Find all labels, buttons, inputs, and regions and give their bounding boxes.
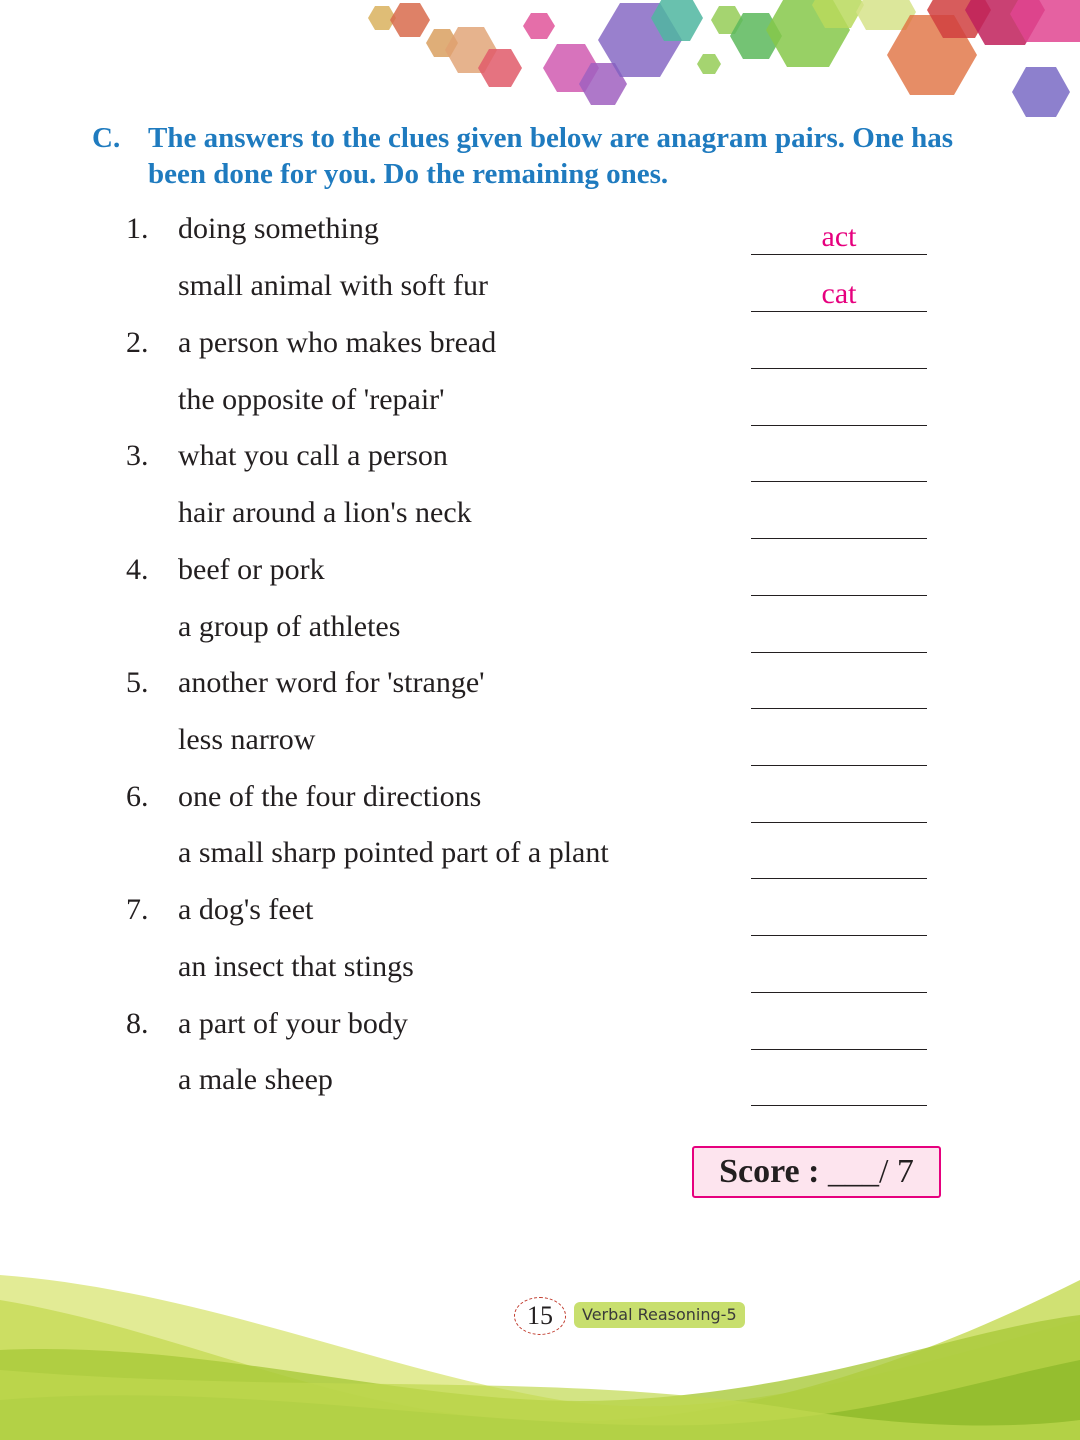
answer-field[interactable] bbox=[751, 1073, 927, 1106]
item-clue: a small sharp pointed part of a plant bbox=[178, 836, 609, 869]
section-heading bbox=[92, 120, 1002, 192]
item-clue: the opposite of 'repair' bbox=[178, 383, 445, 416]
list-item bbox=[0, 496, 1080, 546]
list-item bbox=[0, 269, 1080, 319]
list-item bbox=[0, 212, 1080, 262]
item-clue: a male sheep bbox=[178, 1063, 333, 1096]
score-box bbox=[692, 1146, 941, 1198]
item-number: 1. bbox=[126, 212, 149, 245]
answer-field[interactable]: cat bbox=[751, 279, 927, 312]
list-item bbox=[0, 553, 1080, 603]
item-clue: an insect that stings bbox=[178, 950, 414, 983]
answer-field[interactable] bbox=[751, 846, 927, 879]
item-clue: beef or pork bbox=[178, 553, 325, 586]
item-clue: hair around a lion's neck bbox=[178, 496, 472, 529]
list-item bbox=[0, 950, 1080, 1000]
list-item bbox=[0, 1007, 1080, 1057]
answer-field[interactable] bbox=[751, 790, 927, 823]
item-clue: one of the four directions bbox=[178, 780, 482, 813]
score-total: / 7 bbox=[878, 1153, 914, 1190]
item-clue: a person who makes bread bbox=[178, 326, 497, 359]
footer-waves bbox=[0, 1260, 1080, 1440]
list-item bbox=[0, 893, 1080, 943]
list-item bbox=[0, 666, 1080, 716]
item-clue: less narrow bbox=[178, 723, 316, 756]
item-clue: another word for 'strange' bbox=[178, 666, 485, 699]
answer-field[interactable] bbox=[751, 903, 927, 936]
item-clue: a group of athletes bbox=[178, 610, 401, 643]
list-item bbox=[0, 326, 1080, 376]
section-letter: C. bbox=[92, 122, 121, 154]
list-item bbox=[0, 383, 1080, 433]
answer-field[interactable] bbox=[751, 1017, 927, 1050]
answer-field[interactable] bbox=[751, 676, 927, 709]
book-title: Verbal Reasoning-5 bbox=[574, 1302, 745, 1328]
score-blank[interactable]: ___ bbox=[827, 1153, 879, 1190]
score-label: Score : bbox=[719, 1153, 820, 1190]
answer-field[interactable] bbox=[751, 506, 927, 539]
item-clue: a part of your body bbox=[178, 1007, 408, 1040]
answer-field[interactable] bbox=[751, 336, 927, 369]
item-number: 4. bbox=[126, 553, 149, 586]
answer-field[interactable] bbox=[751, 563, 927, 596]
list-item bbox=[0, 780, 1080, 830]
answer-field[interactable] bbox=[751, 960, 927, 993]
hexagon-decoration bbox=[0, 0, 1080, 125]
answer-field[interactable]: act bbox=[751, 222, 927, 255]
answer-field[interactable] bbox=[751, 620, 927, 653]
item-number: 2. bbox=[126, 326, 149, 359]
section-instruction: The answers to the clues given below are anagram pairs. One has been done for you. Do the remaining ones. bbox=[148, 122, 954, 190]
answer-field[interactable] bbox=[751, 733, 927, 766]
item-number: 7. bbox=[126, 893, 149, 926]
item-clue: a dog's feet bbox=[178, 893, 314, 926]
item-number: 5. bbox=[126, 666, 149, 699]
answer-field[interactable] bbox=[751, 449, 927, 482]
item-number: 6. bbox=[126, 780, 149, 813]
list-item bbox=[0, 439, 1080, 489]
list-item bbox=[0, 1063, 1080, 1113]
item-number: 8. bbox=[126, 1007, 149, 1040]
page-number: 15 bbox=[514, 1297, 566, 1335]
list-item bbox=[0, 723, 1080, 773]
item-clue: doing something bbox=[178, 212, 379, 245]
list-item bbox=[0, 836, 1080, 886]
item-number: 3. bbox=[126, 439, 149, 472]
item-clue: what you call a person bbox=[178, 439, 448, 472]
list-item bbox=[0, 610, 1080, 660]
answer-field[interactable] bbox=[751, 393, 927, 426]
item-clue: small animal with soft fur bbox=[178, 269, 488, 302]
